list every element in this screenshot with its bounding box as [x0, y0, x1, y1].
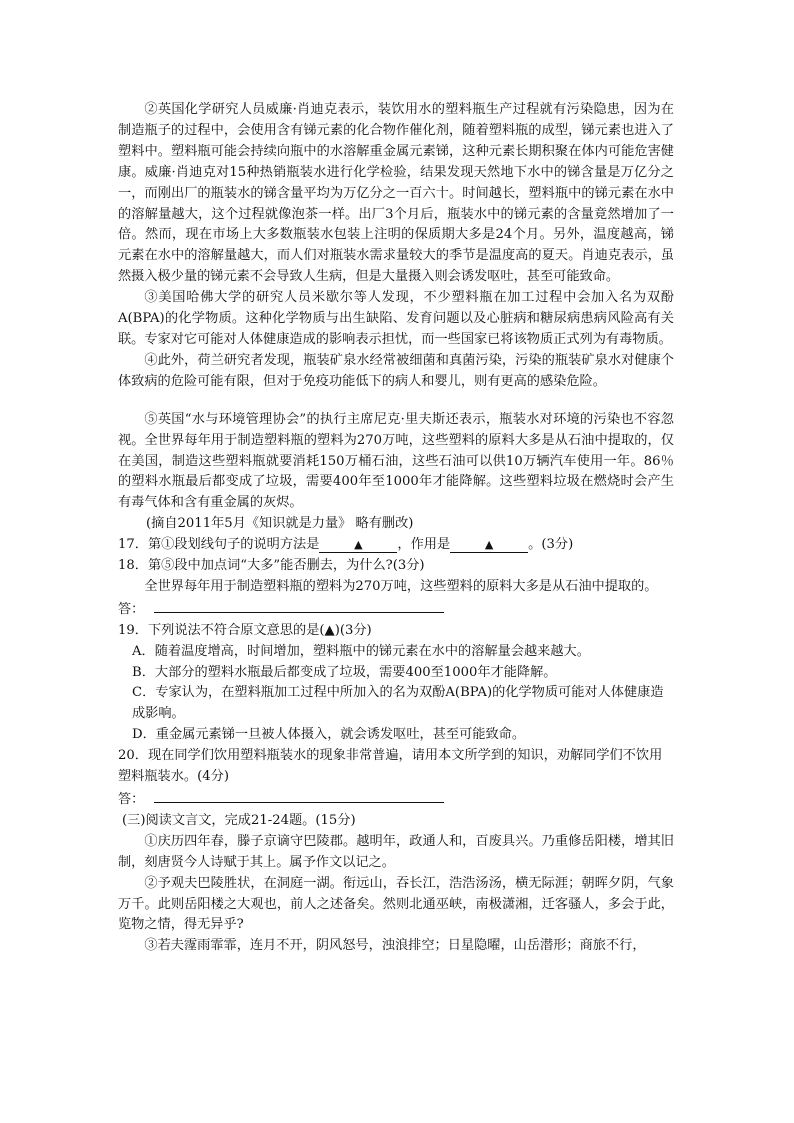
answer-line[interactable]	[154, 788, 444, 803]
answer-label: 答：	[118, 601, 145, 617]
q17-text-3: 。(3分)	[528, 537, 574, 553]
q20-answer	[118, 788, 674, 811]
paragraph-2: ②英国化学研究人员威廉·肖迪克表示，装饮用水的塑料瓶生产过程就有污染隐患，因为在制造瓶子的过程中，会使用含有锑元素的化合物作催化剂，随着塑料瓶的成型，锑元素也进入了塑料中。塑料瓶可能会持续向瓶中的水溶解重金属元素锑，这种元素长期积聚在体内可能危害健康。威廉·肖迪克对15种热销瓶装水进行化学检验，结果发现天然地下水中的锑含量是万亿分之一，而刚出厂的瓶装水的锑含量平均为万亿分之一百六十。时间越长，塑料瓶中的锑元素在水中的溶解量越大，这个过程就像泡茶一样。出厂3个月后，瓶装水中的锑元素的含量竟然增加了一倍。然而，现在市场上大多数瓶装水包装上注明的保质期大多是24个月。另外，温度越高，锑元素在水中的溶解量越大，而人们对瓶装水需求量较大的季节是温度高的夏天。肖迪克表示，虽然摄入极少量的锑元素不会导致人生病，但是大量摄入则会诱发呕吐，甚至可能致命。	[118, 102, 674, 285]
document-page	[118, 100, 674, 957]
question-18: 18．第⑤段中加点词“大多”能否删去，为什么?(3分)	[118, 558, 425, 574]
triangle-marker: ▲	[354, 538, 363, 552]
question-20: 20．现在同学们饮用塑料瓶装水的现象非常普遍，请用本文所学到的知识，劝解同学们不饮用塑料瓶装水。(4分)	[118, 748, 663, 785]
triangle-marker: ▲	[484, 538, 494, 552]
source-note: (摘自2011年5月《知识就是力量》 略有删改)	[146, 516, 414, 532]
classical-paragraph-1: ①庆历四年春，滕子京谪守巴陵郡。越明年，政通人和，百废具兴。乃重修岳阳楼，增其旧制，刻唐贤今人诗赋于其上。属予作文以记之。	[118, 833, 674, 870]
q17-blank-effect[interactable]	[450, 538, 528, 553]
q17-text: 17．第①段划线句子的说明方法是	[118, 537, 320, 553]
question-19: 19．下列说法不符合原文意思的是(▲)(3分)	[118, 622, 372, 638]
q19-option-a: A．随着温度增高，时间增加，塑料瓶中的锑元素在水中的溶解量会越来越大。	[132, 643, 590, 659]
q19-option-d: D．重金属元素锑一旦被人体摄入，就会诱发呕吐，甚至可能致命。	[132, 727, 526, 743]
section-3-title: (三)阅读文言文，完成21-24题。(15分)	[122, 812, 356, 828]
classical-paragraph-2: ②予观夫巴陵胜状，在洞庭一湖。衔远山，吞长江，浩浩汤汤，横无际涯；朝晖夕阴，气象万千。此则岳阳楼之大观也，前人之述备矣。然则北通巫峡，南极潇湘，迁客骚人，多会于此，览物之情，得无异乎?	[118, 875, 674, 933]
q19-option-b: B．大部分的塑料水瓶最后都变成了垃圾，需要400至1000年才能降解。	[132, 664, 557, 680]
q18-answer	[118, 598, 674, 621]
question-17	[118, 535, 674, 556]
paragraph-4: ④此外，荷兰研究者发现，瓶装矿泉水经常被细菌和真菌污染，污染的瓶装矿泉水对健康个体致病的危险可能有限，但对于免疫功能低下的病人和婴儿，则有更高的感染危险。	[118, 352, 674, 389]
q17-text-2: ，作用是	[397, 537, 451, 553]
answer-label: 答：	[118, 792, 145, 807]
q17-blank-method[interactable]	[319, 538, 397, 553]
classical-paragraph-3: ③若夫霪雨霏霏，连月不开，阴风怒号，浊浪排空；日星隐曜，山岳潜形；商旅不行，	[144, 938, 646, 954]
paragraph-5: ⑤英国“水与环境管理协会”的执行主席尼克·里夫斯还表示，瓶装水对环境的污染也不容忽视。全世界每年用于制造塑料瓶的塑料为270万吨，这些塑料的原料大多是从石油中提取的，仅在美国，制造这些塑料瓶就要消耗150万桶石油，这些石油可以供10万辆汽车使用一年。86％的塑料水瓶最后都变成了垃圾，需要400年至1000年才能降解。这些塑料垃圾在燃烧时会产生有毒气体和含有重金属的灰烬。	[118, 411, 674, 511]
q19-option-c: C．专家认为，在塑料瓶加工过程中所加入的名为双酚A(BPA)的化学物质可能对人体健康造成影响。	[132, 685, 664, 722]
q18-quote: 全世界每年用于制造塑料瓶的塑料为270万吨，这些塑料的原料大多是从石油中提取的。	[144, 578, 658, 594]
answer-line[interactable]	[154, 598, 444, 613]
paragraph-3: ③美国哈佛大学的研究人员米歇尔等人发现，不少塑料瓶在加工过程中会加入名为双酚A(BPA)的化学物质。这种化学物质与出生缺陷、发育问题以及心脏病和糖尿病患病风险高有关联。专家对它可能对人体健康造成的影响表示担忧，而一些国家已将该物质正式列为有毒物质。	[118, 290, 674, 347]
